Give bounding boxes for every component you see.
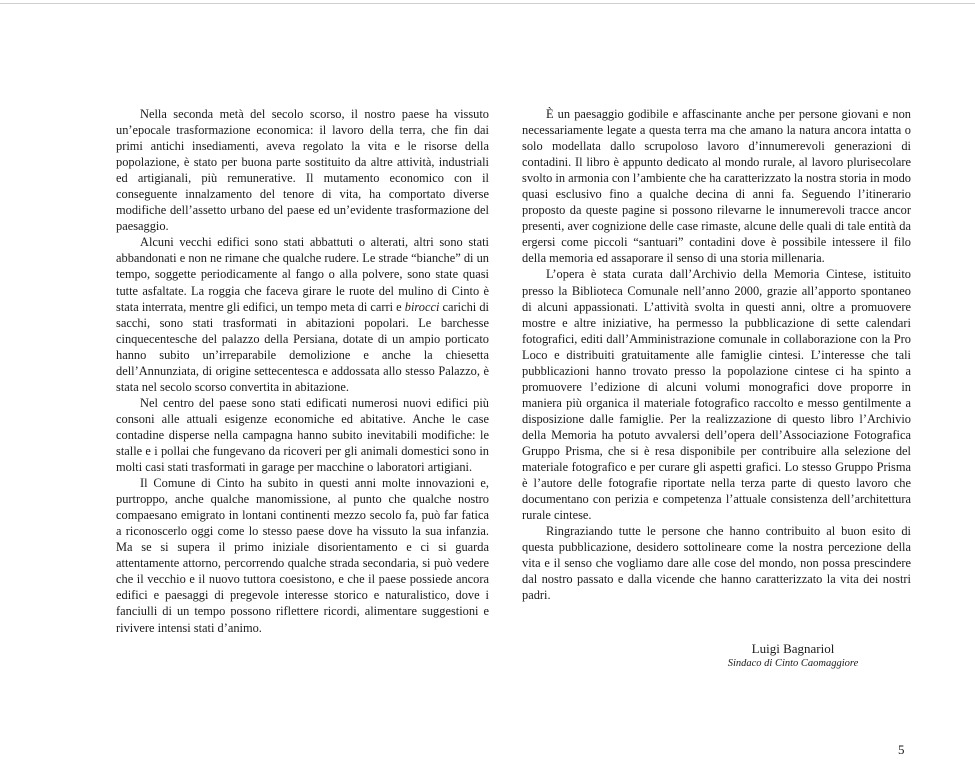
signature-role: Sindaco di Cinto Caomaggiore (727, 658, 859, 669)
paragraph: Il Comune di Cinto ha subito in questi anni molte innovazioni e, purtroppo, anche qualche manomissione, al punto che qualche nostro compaesano emigrato in lontani continenti mezzo secolo fa, può far fatica a riconoscerlo oggi come lo stesso paese dove ha vissuto la sua infanzia. Ma se si supera il primo iniziale disorientamento e ci si guarda attentamente attorno, percorrendo qualche strada secondaria, si può vedere che il vecchio e il nuovo tuttora coesistono, e che il paese possiede ancora edifici e paesaggi di pregevole interesse storico e naturalistico, dove i fanciulli di un tempo possono riflettere ricordi, alimentare suggestioni e rivivere intensi stati d’animo. (116, 476, 489, 635)
paragraph: Nel centro del paese sono stati edificati numerosi nuovi edifici più consoni alle attuali esigenze economiche ed abitative. Anche le case contadine disperse nella campagna hanno subito inevitabili modifiche: le stalle e i pollai che fungevano da ricoveri per gli animali domestici sono in molti casi stati trasformati in garage per macchine o laboratori artigiani. (116, 395, 489, 475)
paragraph: È un paesaggio godibile e affascinante anche per persone giovani e non necessariamente legate a questa terra ma che amano la natura ancora intatta o solo modellata dallo scrupoloso lavoro d’innumerevoli generazioni di contadini. Il libro è appunto dedicato al mondo rurale, al lavoro plurisecolare svolto in armonia con l’ambiente che ha caratterizzato la nostra storia in modo quasi esclusivo fino a qualche decina di anni fa. Seguendo l’itinerario proposto da queste pagine si possono rilevarne le innumerevoli tracce ancor presenti, aver cognizione delle case rimaste, alcune delle quali di tale entità da ergersi come piccoli “santuari” contadini dove è possibile intessere il filo della memoria ed assaporare il senso di una storia millenaria. (522, 107, 911, 266)
right-column (522, 106, 911, 603)
paragraph-text: Alcuni vecchi edifici sono stati abbattuti o alterati, altri sono stati abbandonati e non ne rimane che qualche rudere. Le strade “bianche” di un tempo, soggette periodicamente al fango o alla polvere, sono state quasi tutte asfaltate. La roggia che faceva girare le ruote del mulino di Cinto è stata interrata, mentre gli edifici, un tempo meta di carri e (116, 235, 489, 314)
top-divider (0, 3, 975, 4)
paragraph (116, 234, 489, 394)
paragraph: Nella seconda metà del secolo scorso, il nostro paese ha vissuto un’epocale trasformazione economica: il lavoro della terra, che fin dai primi antichi insediamenti, aveva regolato la vita e le risorse della popolazione, è stato per buona parte sostituito da altre attività, industriali ed artigianali, più remunerative. Il mutamento economico con il conseguente innalzamento del tenore di vita, ha comportato diverse modifiche dell’assetto urbano del paese ed un’evidente trasformazione del paesaggio. (116, 107, 489, 234)
signature-name: Luigi Bagnariol (751, 641, 835, 656)
left-column (116, 106, 489, 636)
paragraph: Ringraziando tutte le persone che hanno contribuito al buon esito di questa pubblicazione, desidero sottolineare come la nostra percezione della vita e il senso che vogliamo dare alle cose del mondo, non possa prescindere dal nostro passato e dalla vicende che hanno caratterizzato la vita dei nostri padri. (522, 524, 911, 603)
paragraph-text: carichi di sacchi, sono stati trasformati in abitazioni popolari. Le barchesse cinquecentesche del palazzo della Persiana, dotate di un ampio porticato hanno subito un’irreparabile demolizione e anche la chiesetta dell’Annunziata, di origine settecentesca e addossata allo stesso Palazzo, è stata nel secolo scorso convertita in abitazione. (116, 299, 489, 394)
signature-block (678, 640, 908, 671)
page-number: 5 (898, 742, 905, 757)
italic-term: birocci (404, 299, 440, 314)
paragraph: L’opera è stata curata dall’Archivio della Memoria Cintese, istituito presso la Biblioteca Comunale nell’anno 2000, grazie all’apporto spontaneo di alcuni appassionati. L’attività svolta in questi anni, oltre a promuovere mostre e altre iniziative, ha permesso la pubblicazione di sette calendari fotografici, editi dall’Amministrazione comunale in collaborazione con la Pro Loco e distribuiti gratuitamente alle famiglie cintesi. L’interesse che tali pubblicazioni hanno trovato presso la popolazione cintese ci ha spinto a promuovere l’edizione di alcuni volumi monografici dove proporre in maniera più organica il materiale fotografico raccolto e messo gentilmente a disposizione dalle famiglie. Per la realizzazione di questo libro l’Archivio della Memoria ha potuto avvalersi dell’opera dell’Associazione Fotografica Gruppo Prisma, che si è resa disponibile per contribuire alla selezione del materiale fotografico e per curare gli aspetti grafici. Lo stesso Gruppo Prisma è l’autore delle fotografie riportate nella terza parte di questo lavoro che documentano con perizia e competenza l’attuale consistenza dell’architettura rurale cintese. (522, 267, 911, 523)
